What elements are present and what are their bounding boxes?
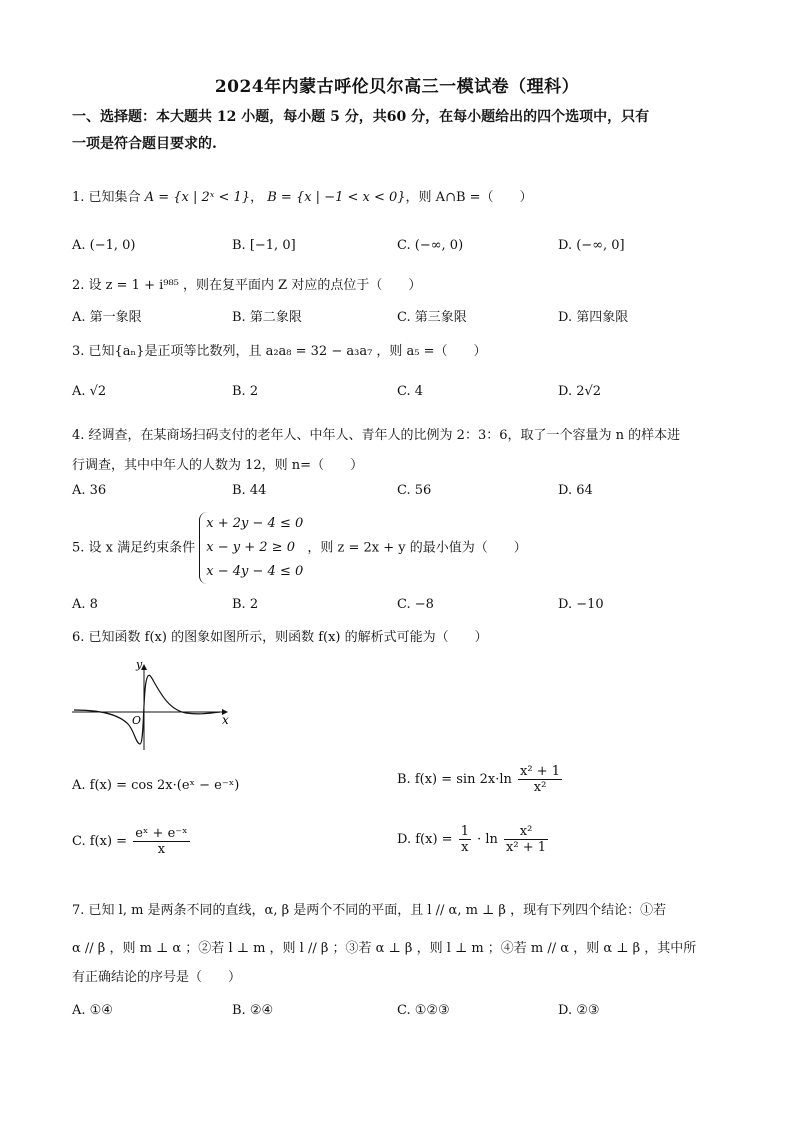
q6-option-d-numerator-2: x² xyxy=(504,824,548,840)
question-3: 3. 已知{aₙ}是正项等比数列，且 a₂a₈ = 32 − a₃a₇ ，则 a₅ =（ ） xyxy=(72,344,487,359)
q6-option-c-numerator: eˣ + e⁻ˣ xyxy=(135,826,188,841)
q7-options xyxy=(72,1003,732,1023)
q6-option-d-fraction-1 xyxy=(459,824,471,855)
q1-option-d[interactable]: D. (−∞, 0] xyxy=(558,238,625,253)
q5-prefix: 5. 设 x 满足约束条件 xyxy=(72,540,196,556)
q4-option-b[interactable]: B. 44 xyxy=(232,483,267,498)
question-6: 6. 已知函数 f(x) 的图象如图所示，则函数 f(x) 的解析式可能为（ ） xyxy=(72,630,488,645)
q7-line1: 7. 已知 l, m 是两条不同的直线，α, β 是两个不同的平面，且 l // α, m ⊥ β ，现有下列四个结论：①若 xyxy=(72,903,667,918)
q6-option-c-prefix: C. f(x) = xyxy=(72,834,128,849)
q4-option-d[interactable]: D. 64 xyxy=(558,483,593,498)
q3-option-b[interactable]: B. 2 xyxy=(232,384,259,399)
q5-options xyxy=(72,597,732,617)
q4-options xyxy=(72,483,732,503)
q5-constraint-1: x + 2y − 4 ≤ 0 xyxy=(206,516,304,531)
function-graph xyxy=(70,660,240,752)
x-axis-label: x xyxy=(222,713,229,727)
q1-set-b: B = {x | −1 < x < 0} xyxy=(267,190,406,205)
q7-option-a[interactable]: A. ①④ xyxy=(72,1003,113,1018)
q7-line2: α // β ，则 m ⊥ α ；②若 l ⊥ m ，则 l // β ；③若 α ⊥ β ，则 l ⊥ m ；④若 m // α ，则 α ⊥ β ，其中所 xyxy=(72,941,697,956)
q5-option-a[interactable]: A. 8 xyxy=(72,597,98,612)
origin-label: O xyxy=(132,714,142,727)
q5-option-d[interactable]: D. −10 xyxy=(558,597,604,612)
q2-option-d[interactable]: D. 第四象限 xyxy=(558,310,629,325)
function-curve xyxy=(74,675,220,744)
q3-option-a[interactable]: A. √2 xyxy=(72,384,107,399)
section-heading xyxy=(72,104,732,158)
q4-option-a[interactable]: A. 36 xyxy=(72,483,107,498)
q1-suffix: ，则 A∩B =（ ） xyxy=(405,190,533,205)
y-axis-label: y xyxy=(136,660,143,671)
q4-line1: 4. 经调查，在某商场扫码支付的老年人、中年人、青年人的比例为 2：3：6，取了一个容量为 n 的样本进 xyxy=(72,428,681,443)
q6-option-c-fraction xyxy=(133,826,189,857)
q1-option-a[interactable]: A. (−1, 0) xyxy=(72,238,136,253)
q1-options xyxy=(72,238,732,258)
q6-option-a[interactable]: A. f(x) = cos 2x·(eˣ − e⁻ˣ) xyxy=(72,778,240,793)
q6-option-b-numerator: x² + 1 xyxy=(520,764,560,779)
q6-option-d-prefix: D. f(x) = xyxy=(397,832,453,847)
q6-option-b-denominator: x² xyxy=(533,780,547,795)
q6-option-d-denominator-2: x² + 1 xyxy=(506,840,547,855)
q4-line2: 行调查，其中中年人的人数为 12，则 n=（ ） xyxy=(72,458,364,473)
q6-option-d-mid: · ln xyxy=(477,832,498,847)
question-2: 2. 设 z = 1 + i⁹⁸⁵ ，则在复平面内 Z 对应的点位于（ ） xyxy=(72,278,422,293)
q7-line3: 有正确结论的序号是（ ） xyxy=(72,970,242,985)
q6-option-c-denominator: x xyxy=(157,842,166,857)
q3-options xyxy=(72,384,732,404)
q7-option-c[interactable]: C. ①②③ xyxy=(397,1003,450,1018)
question-1 xyxy=(72,188,732,208)
q5-constraint-system xyxy=(199,512,303,584)
q5-option-c[interactable]: C. −8 xyxy=(397,597,434,612)
q3-option-d[interactable]: D. 2√2 xyxy=(558,384,602,399)
q6-option-d-fraction-2 xyxy=(504,824,548,855)
q6-option-d-numerator-1: 1 xyxy=(460,824,469,839)
q3-option-c[interactable]: C. 4 xyxy=(397,384,424,399)
q1-prefix: 1. 已知集合 xyxy=(72,190,141,205)
q4-option-c[interactable]: C. 56 xyxy=(397,483,432,498)
q7-option-d[interactable]: D. ②③ xyxy=(558,1003,600,1018)
q2-options xyxy=(72,306,732,326)
q7-option-b[interactable]: B. ②④ xyxy=(232,1003,274,1018)
q1-set-a: A = {x | 2ˣ < 1} xyxy=(144,190,251,205)
q6-option-b-prefix: B. f(x) = sin 2x·ln xyxy=(397,772,512,787)
q6-option-b-fraction xyxy=(518,764,562,795)
q5-constraint-2: x − y + 2 ≥ 0 xyxy=(206,540,295,555)
q2-option-c[interactable]: C. 第三象限 xyxy=(397,310,467,325)
q2-option-a[interactable]: A. 第一象限 xyxy=(72,310,142,325)
q5-constraint-3: x − 4y − 4 ≤ 0 xyxy=(206,564,304,579)
q6-options-row1 xyxy=(72,764,732,802)
q1-option-b[interactable]: B. [−1, 0] xyxy=(232,238,296,253)
question-4 xyxy=(72,421,732,481)
section-heading-line1: 一、选择题：本大题共 12 小题，每小题 5 分，共60 分，在每小题给出的四个选项中，只有 xyxy=(72,109,650,125)
q5-option-b[interactable]: B. 2 xyxy=(232,597,259,612)
question-5 xyxy=(72,512,732,584)
q6-option-d[interactable] xyxy=(397,824,550,855)
q2-option-b[interactable]: B. 第二象限 xyxy=(232,310,302,325)
q6-option-b[interactable] xyxy=(397,764,564,795)
question-7 xyxy=(72,892,732,988)
section-heading-line2: 一项是符合题目要求的. xyxy=(72,136,217,152)
q1-sep: ， xyxy=(250,190,264,205)
q6-option-d-denominator-1: x xyxy=(461,840,469,855)
page-title: 2024年内蒙古呼伦贝尔高三一模试卷（理科） xyxy=(214,77,580,97)
q1-option-c[interactable]: C. (−∞, 0) xyxy=(397,238,464,253)
q5-suffix: ，则 z = 2x + y 的最小值为（ ） xyxy=(307,540,527,556)
q6-option-c[interactable] xyxy=(72,826,192,857)
q6-options-row2 xyxy=(72,824,732,862)
